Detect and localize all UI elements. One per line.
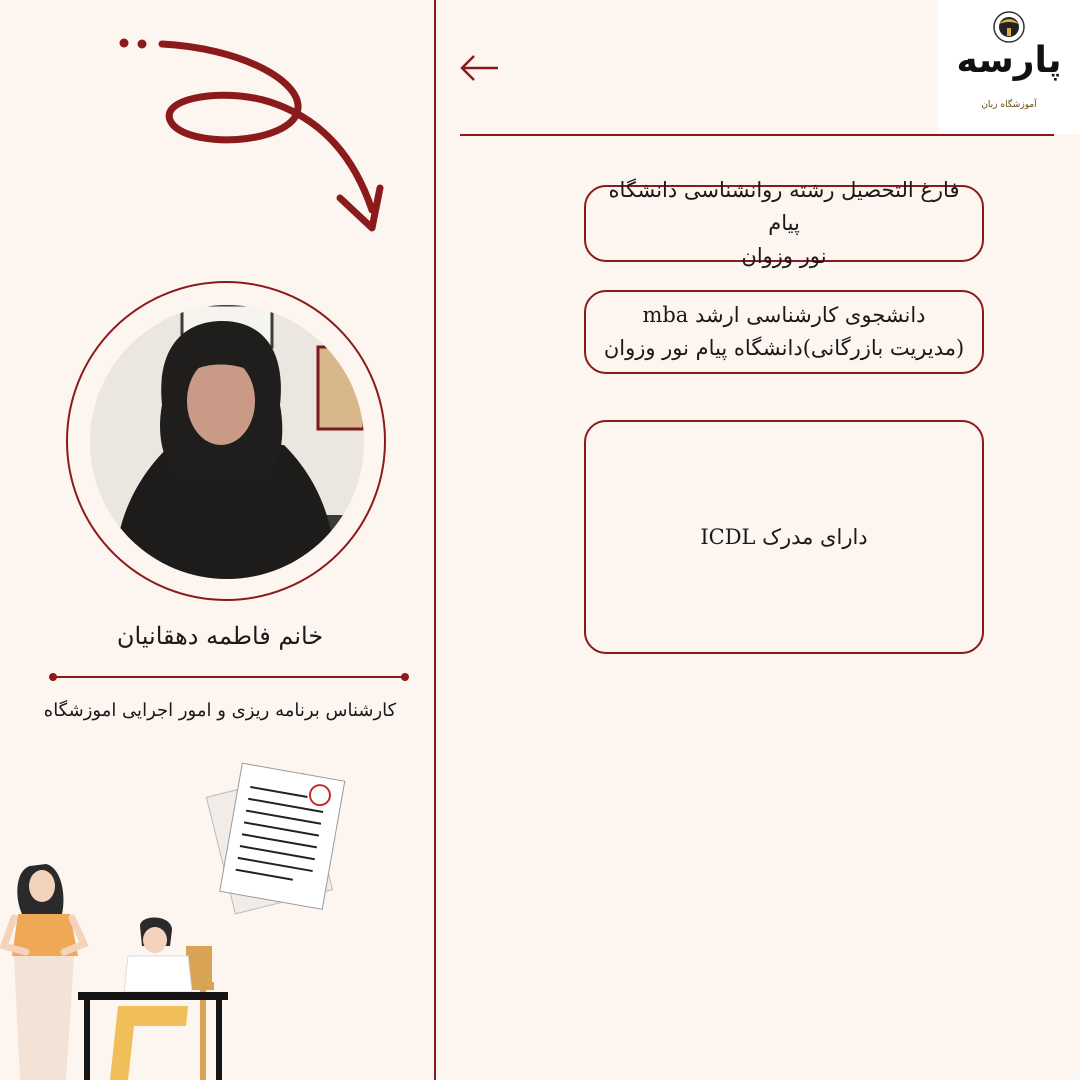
person-name: خانم فاطمه دهقانیان	[116, 622, 324, 650]
vertical-divider	[434, 0, 436, 1080]
teacher-student-illustration	[0, 856, 240, 1080]
credential-card-degree	[584, 178, 984, 268]
underline-dot-left	[49, 673, 57, 681]
underline-dot-right	[401, 673, 409, 681]
arrow-left-icon[interactable]	[458, 48, 502, 88]
portrait-photo	[90, 305, 364, 579]
person-role: کارشناس برنامه ریزی و امور اجرایی اموزشگاه	[43, 700, 397, 721]
credential-line: دارای مدرک ICDL	[700, 524, 868, 549]
curly-arrow-icon	[110, 30, 400, 250]
horizontal-divider	[460, 134, 1054, 136]
logo-subtitle: آموزشگاه زبان	[981, 100, 1037, 110]
name-underline	[52, 676, 406, 678]
credential-line: فارغ التحصیل رشته روانشناسی دانشگاه پیام	[608, 178, 960, 235]
brand-logo	[938, 0, 1080, 134]
credential-line: دانشجوی کارشناسی ارشد mba	[642, 303, 926, 327]
credential-line: نور وزوان	[741, 244, 827, 268]
eagle-crest-icon	[992, 10, 1026, 44]
credential-line: (مدیریت بازرگانی)دانشگاه پیام نور وزوان	[603, 336, 965, 360]
credential-card-icdl	[584, 420, 984, 654]
credential-card-mba	[584, 290, 984, 374]
logo-wordmark: پارسه	[956, 40, 1062, 81]
